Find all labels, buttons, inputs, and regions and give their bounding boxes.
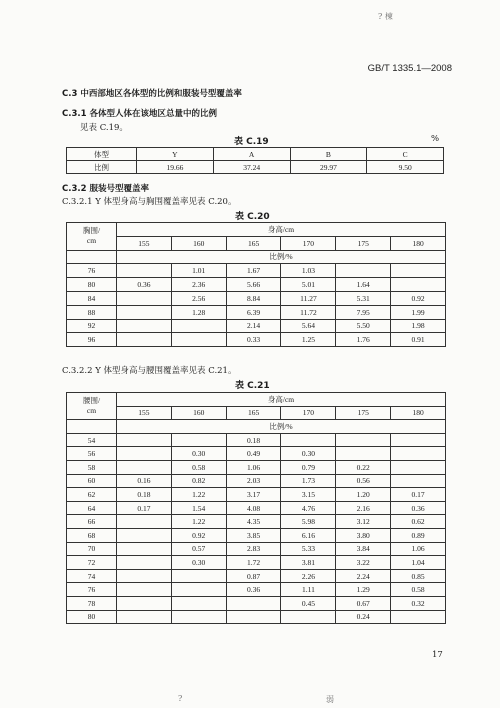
table-corner-header (67, 393, 117, 420)
table-row (67, 610, 446, 624)
table-cell (67, 420, 117, 434)
row-label: 74 (67, 569, 117, 583)
table-cell: 6.39 (226, 305, 281, 319)
table-cell: 180 (391, 406, 446, 420)
table-row (67, 148, 444, 161)
table-cell: 2.14 (226, 319, 281, 333)
table-cell: 0.30 (281, 447, 336, 461)
table-cell (171, 569, 226, 583)
table-cell: 0.92 (391, 291, 446, 305)
table-cell: 0.16 (117, 474, 172, 488)
table-cell: 0.24 (336, 610, 391, 624)
table-cell: 0.67 (336, 596, 391, 610)
table-cell (336, 447, 391, 461)
table-cell (391, 278, 446, 292)
table-row (67, 305, 446, 319)
table-row (67, 596, 446, 610)
table-cell: 160 (171, 236, 226, 250)
table-cell: 1.03 (281, 264, 336, 278)
table-cell: 0.36 (391, 501, 446, 515)
row-label: 72 (67, 556, 117, 570)
row-label: 70 (67, 542, 117, 556)
table-row (67, 515, 446, 529)
table-cell: 180 (391, 236, 446, 250)
table-cell: 3.17 (226, 488, 281, 502)
paragraph-c322: C.3.2.2 Y 体型身高与腰围覆盖率见表 C.21。 (62, 366, 237, 376)
table-cell (391, 433, 446, 447)
table-c20 (66, 222, 446, 347)
row-label: 76 (67, 264, 117, 278)
table-cell (171, 610, 226, 624)
table-c21 (66, 392, 446, 624)
table-row (67, 460, 446, 474)
height-header: 身高/cm (117, 223, 446, 237)
scan-mark-bottom-left: ? (178, 694, 183, 703)
table-cell (391, 474, 446, 488)
table-c20-caption: 表 C.20 (235, 212, 270, 222)
section-c3-heading: C.3 中西部地区各体型的比例和服装号型覆盖率 (62, 89, 242, 99)
table-row (67, 569, 446, 583)
table-cell: 1.54 (171, 501, 226, 515)
table-row (67, 264, 446, 278)
row-label: 54 (67, 433, 117, 447)
table-cell: 9.50 (367, 161, 444, 174)
table-cell: 1.04 (391, 556, 446, 570)
table-cell: 1.20 (336, 488, 391, 502)
table-cell: 0.18 (117, 488, 172, 502)
table-cell: 11.27 (281, 291, 336, 305)
table-cell: 0.87 (226, 569, 281, 583)
ratio-header: 比例/% (117, 420, 446, 434)
table-cell: 0.62 (391, 515, 446, 529)
table-cell: 体型 (67, 148, 137, 161)
table-cell: 0.82 (171, 474, 226, 488)
row-label: 96 (67, 333, 117, 347)
row-label: 58 (67, 460, 117, 474)
table-cell: 5.01 (281, 278, 336, 292)
table-cell: 3.85 (226, 528, 281, 542)
table-cell: 1.28 (171, 305, 226, 319)
table-cell: 2.03 (226, 474, 281, 488)
table-cell: 4.08 (226, 501, 281, 515)
table-cell: 2.56 (171, 291, 226, 305)
table-cell (226, 596, 281, 610)
table-cell (117, 319, 172, 333)
table-cell: 0.57 (171, 542, 226, 556)
table-cell: 29.97 (290, 161, 367, 174)
table-cell (391, 610, 446, 624)
table-cell: 1.72 (226, 556, 281, 570)
table-cell: C (367, 148, 444, 161)
table-cell: 8.84 (226, 291, 281, 305)
table-cell (336, 264, 391, 278)
table-cell: 5.50 (336, 319, 391, 333)
table-cell: 1.73 (281, 474, 336, 488)
table-cell: 2.16 (336, 501, 391, 515)
table-cell: 1.06 (226, 460, 281, 474)
table-corner-header (67, 223, 117, 251)
corner-label-line-1: 胸围/ (82, 226, 101, 236)
table-row (67, 447, 446, 461)
table-cell: 175 (336, 406, 391, 420)
table-cell: 1.98 (391, 319, 446, 333)
table-cell (226, 610, 281, 624)
table-cell: 3.84 (336, 542, 391, 556)
table-row (67, 542, 446, 556)
table-cell: 0.85 (391, 569, 446, 583)
row-label: 80 (67, 610, 117, 624)
table-cell: 37.24 (213, 161, 290, 174)
table-cell: 2.83 (226, 542, 281, 556)
table-row (67, 406, 446, 420)
table-cell: 0.22 (336, 460, 391, 474)
table-cell (117, 596, 172, 610)
row-label: 84 (67, 291, 117, 305)
table-cell: 0.89 (391, 528, 446, 542)
table-cell: 0.33 (226, 333, 281, 347)
table-cell: 0.58 (171, 460, 226, 474)
table-row (67, 319, 446, 333)
table-cell: 1.25 (281, 333, 336, 347)
table-cell (117, 264, 172, 278)
table-cell: B (290, 148, 367, 161)
row-label: 88 (67, 305, 117, 319)
table-cell: 比例 (67, 161, 137, 174)
table-cell: 1.76 (336, 333, 391, 347)
table-cell (117, 542, 172, 556)
table-cell: 2.24 (336, 569, 391, 583)
row-label: 92 (67, 319, 117, 333)
table-row (67, 236, 446, 250)
table-cell: 1.06 (391, 542, 446, 556)
corner-label-line-2: cm (86, 236, 97, 246)
table-cell: 1.11 (281, 583, 336, 597)
table-cell: 0.30 (171, 447, 226, 461)
standard-code: GB/T 1335.1—2008 (367, 63, 452, 74)
table-cell: 5.64 (281, 319, 336, 333)
row-label: 76 (67, 583, 117, 597)
table-cell (117, 291, 172, 305)
table-cell: 5.33 (281, 542, 336, 556)
table-cell: 5.98 (281, 515, 336, 529)
row-label: 66 (67, 515, 117, 529)
table-cell: 0.92 (171, 528, 226, 542)
table-cell (391, 447, 446, 461)
table-cell (171, 333, 226, 347)
table-cell: 175 (336, 236, 391, 250)
table-row (67, 161, 444, 174)
table-row (67, 433, 446, 447)
table-cell: 3.81 (281, 556, 336, 570)
table-cell (281, 610, 336, 624)
table-cell: 1.22 (171, 488, 226, 502)
table-cell (117, 515, 172, 529)
table-cell (391, 460, 446, 474)
corner-label-line-2: cm (86, 406, 97, 416)
table-row (67, 583, 446, 597)
table-cell: 165 (226, 236, 281, 250)
table-cell: 1.64 (336, 278, 391, 292)
section-c32-heading: C.3.2 服装号型覆盖率 (62, 184, 149, 194)
table-row (67, 393, 446, 407)
table-cell: 170 (281, 236, 336, 250)
table-cell: 0.18 (226, 433, 281, 447)
corner-label-line-1: 腰围/ (82, 396, 101, 406)
table-cell: 0.17 (391, 488, 446, 502)
table-cell: 1.67 (226, 264, 281, 278)
table-cell: 19.66 (137, 161, 214, 174)
table-cell: 0.32 (391, 596, 446, 610)
table-cell (117, 583, 172, 597)
row-label: 62 (67, 488, 117, 502)
table-row (67, 528, 446, 542)
table-cell: 4.35 (226, 515, 281, 529)
table-cell: 0.91 (391, 333, 446, 347)
table-cell (117, 610, 172, 624)
table-cell: 2.36 (171, 278, 226, 292)
table-cell: 0.79 (281, 460, 336, 474)
table-cell: 0.30 (171, 556, 226, 570)
table-cell (67, 250, 117, 264)
table-cell (117, 528, 172, 542)
table-row (67, 420, 446, 434)
table-cell: 11.72 (281, 305, 336, 319)
table-cell: A (213, 148, 290, 161)
table-cell: Y (137, 148, 214, 161)
table-cell: 0.58 (391, 583, 446, 597)
table-cell (117, 460, 172, 474)
table-cell: 1.01 (171, 264, 226, 278)
table-cell (336, 433, 391, 447)
table-c21-caption: 表 C.21 (235, 381, 270, 391)
table-row (67, 474, 446, 488)
table-cell: 3.22 (336, 556, 391, 570)
row-label: 60 (67, 474, 117, 488)
table-row (67, 556, 446, 570)
table-cell (117, 569, 172, 583)
table-cell: 170 (281, 406, 336, 420)
row-label: 78 (67, 596, 117, 610)
table-row (67, 250, 446, 264)
row-label: 56 (67, 447, 117, 461)
table-cell (117, 556, 172, 570)
table-cell (117, 447, 172, 461)
table-cell: 3.15 (281, 488, 336, 502)
table-row (67, 501, 446, 515)
table-row (67, 278, 446, 292)
table-cell: 0.36 (117, 278, 172, 292)
table-cell (117, 333, 172, 347)
table-cell: 0.45 (281, 596, 336, 610)
table-cell: 5.31 (336, 291, 391, 305)
paragraph-c321: C.3.2.1 Y 体型身高与胸围覆盖率见表 C.20。 (62, 197, 237, 207)
table-cell: 0.49 (226, 447, 281, 461)
table-cell: 3.80 (336, 528, 391, 542)
table-cell: 4.76 (281, 501, 336, 515)
table-row (67, 333, 446, 347)
table-cell: 0.17 (117, 501, 172, 515)
table-cell: 1.22 (171, 515, 226, 529)
table-cell (171, 319, 226, 333)
section-c31-heading: C.3.1 各体型人体在该地区总量中的比例 (62, 109, 217, 119)
table-row (67, 223, 446, 237)
table-cell (391, 264, 446, 278)
page-number: 17 (432, 650, 443, 660)
row-label: 80 (67, 278, 117, 292)
table-cell: 165 (226, 406, 281, 420)
scan-mark-bottom-center: 弱 (326, 695, 334, 704)
row-label: 64 (67, 501, 117, 515)
table-cell: 2.26 (281, 569, 336, 583)
table-c19-caption: 表 C.19 (234, 137, 269, 147)
table-cell (281, 433, 336, 447)
table-cell (171, 433, 226, 447)
table-cell (171, 583, 226, 597)
table-row (67, 291, 446, 305)
table-cell (171, 596, 226, 610)
table-cell: 7.95 (336, 305, 391, 319)
table-cell: 1.99 (391, 305, 446, 319)
row-label: 68 (67, 528, 117, 542)
height-header: 身高/cm (117, 393, 446, 407)
scan-mark-top-right: ? 楝 (378, 12, 393, 21)
table-cell: 5.66 (226, 278, 281, 292)
table-c19 (66, 147, 444, 174)
table-cell: 0.36 (226, 583, 281, 597)
ratio-header: 比例/% (117, 250, 446, 264)
table-cell: 155 (117, 236, 172, 250)
table-cell (117, 305, 172, 319)
table-cell: 0.56 (336, 474, 391, 488)
table-cell: 160 (171, 406, 226, 420)
table-row (67, 488, 446, 502)
table-cell: 1.29 (336, 583, 391, 597)
table-cell: 155 (117, 406, 172, 420)
table-cell (117, 433, 172, 447)
table-cell: 6.16 (281, 528, 336, 542)
table-c19-unit: % (431, 134, 440, 144)
table-cell: 3.12 (336, 515, 391, 529)
paragraph-c31: 见表 C.19。 (80, 123, 128, 133)
